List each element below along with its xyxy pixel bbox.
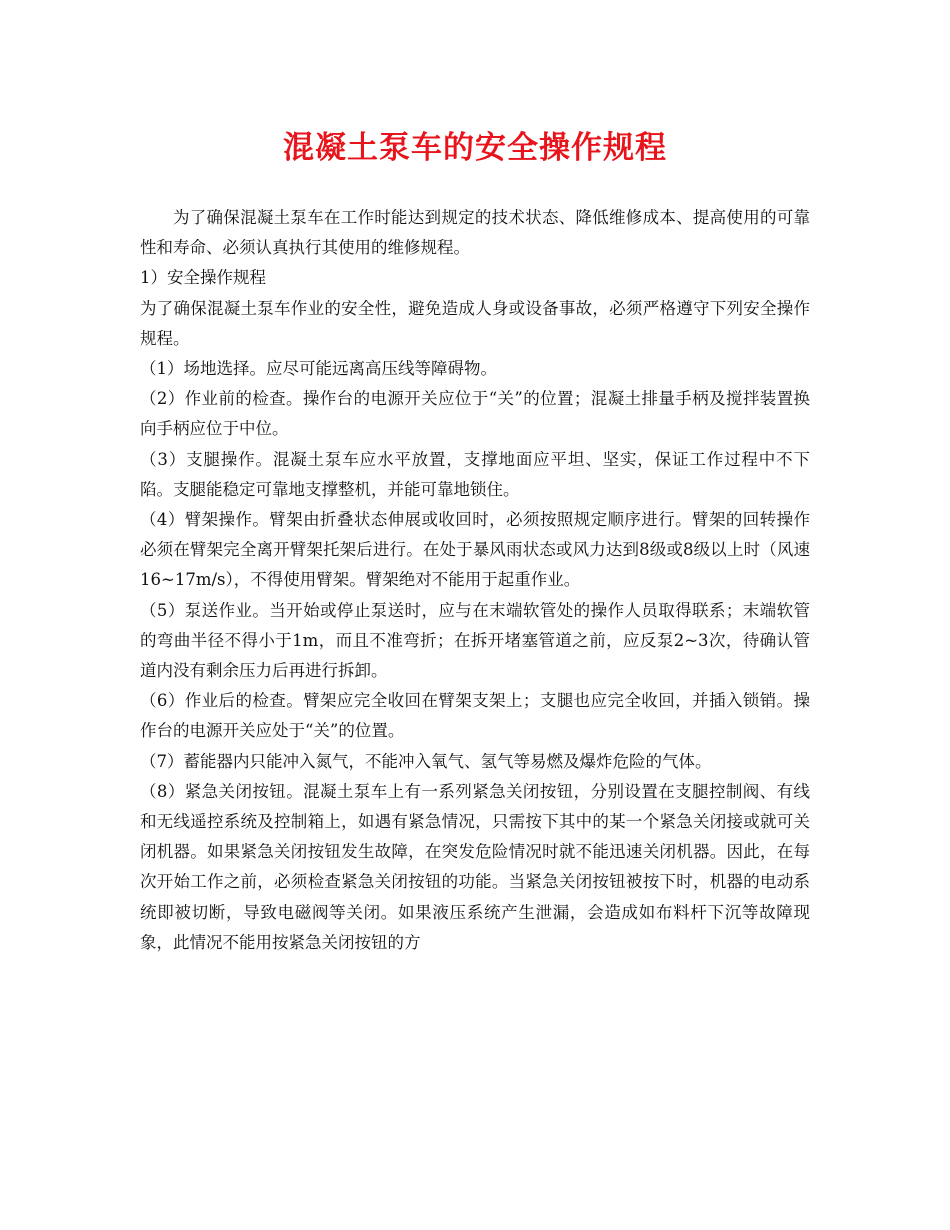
document-title: 混凝土泵车的安全操作规程 [283,130,667,166]
body-paragraph: （4）臂架操作。臂架由折叠状态伸展或收回时，必须按照规定顺序进行。臂架的回转操作必须在臂架完全离开臂架托架后进行。在处于暴风雨状态或风力达到8级或8级以上时（风速16~17m/s），不得使用臂架。臂架绝对不能用于起重作业。 [140,510,810,590]
body-paragraph: 1）安全操作规程 [140,268,266,288]
body-paragraph: （5）泵送作业。当开始或停止泵送时，应与在末端软管处的操作人员取得联系；末端软管的弯曲半径不得小于1m，而且不准弯折；在拆开堵塞管道之前，应反泵2~3次，待确认管道内没有剩余压力后再进行拆卸。 [140,600,810,681]
body-paragraph: （8）紧急关闭按钮。混凝土泵车上有一系列紧急关闭按钮，分别设置在支腿控制阀、有线和无线遥控系统及控制箱上，如遇有紧急情况，只需按下其中的某一个紧急关闭接或就可关闭机器。如果紧急关闭按钮发生故障，在突发危险情况时就不能迅速关闭机器。因此，在每次开始工作之前，必须检查紧急关闭按钮的功能。当紧急关闭按钮被按下时，机器的电动系统即被切断，导致电磁阀等关闭。如果液压系统产生泄漏，会造成如布料杆下沉等故障现象，此情况不能用按紧急关闭按钮的方 [140,781,810,952]
body-paragraph: （3）支腿操作。混凝土泵车应水平放置，支撑地面应平坦、坚实，保证工作过程中不下陷。支腿能稳定可靠地支撑整机，并能可靠地锁住。 [140,449,810,499]
body-paragraph: 为了确保混凝土泵车作业的安全性，避免造成人身或设备事故，必须严格遵守下列安全操作规程。 [140,298,810,348]
body-paragraph: （6）作业后的检查。臂架应完全收回在臂架支架上；支腿也应完全收回，并插入锁销。操作台的电源开关应处于“关”的位置。 [140,691,810,741]
body-paragraph: （7）蓄能器内只能冲入氮气，不能冲入氧气、氢气等易燃及爆炸危险的气体。 [140,751,712,771]
document-body [140,203,810,958]
body-paragraph: （1）场地选择。应尽可能远离高压线等障碍物。 [140,359,497,379]
body-paragraph: （2）作业前的检查。操作台的电源开关应位于“关”的位置；混凝土排量手柄及搅拌装置换向手柄应位于中位。 [140,389,810,439]
body-paragraph: 为了确保混凝土泵车在工作时能达到规定的技术状态、降低维修成本、提高使用的可靠性和寿命、必须认真执行其使用的维修规程。 [140,208,810,258]
